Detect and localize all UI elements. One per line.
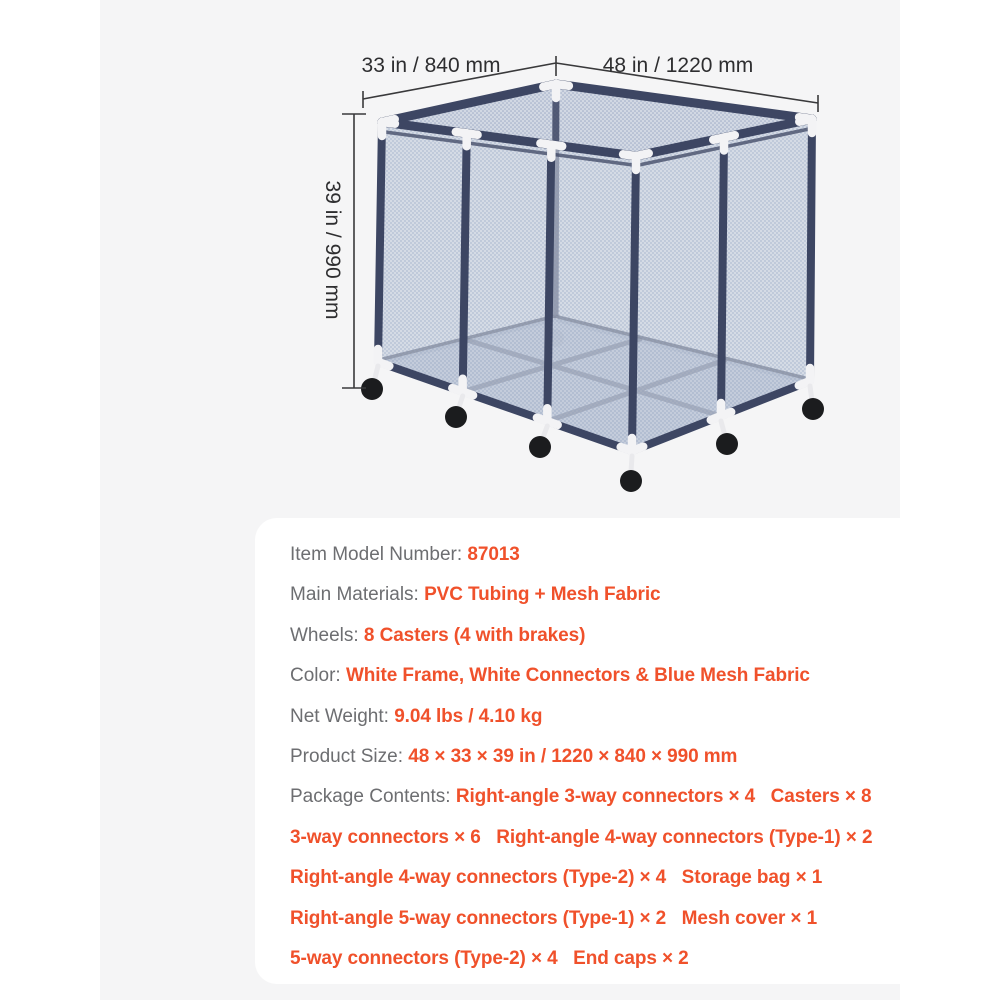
spec-value: 3-way connectors × 6 Right-angle 4-way connectors (Type-1) × 2 [290,826,873,848]
spec-label: Product Size: [290,746,409,768]
spec-value: 8 Casters (4 with brakes) [363,624,586,646]
spec-value: Right-angle 4-way connectors (Type-2) × 4 Storage bag × 1 [290,867,823,889]
spec-label: Main Materials: [290,584,425,606]
spec-row-color [290,656,925,696]
spec-row-package-1 [290,777,925,817]
spec-value: Right-angle 3-way connectors × 4 Casters × 8 [455,786,872,808]
spec-row-size [290,737,925,777]
caster-wheel [529,426,551,458]
caster-wheel [620,456,642,492]
product-illustration [100,0,1000,520]
dim-width-label: 48 in / 1220 mm [602,54,754,77]
spec-row-materials [290,575,925,615]
dim-height-label: 39 in / 990 mm [321,180,344,320]
spec-row-model [290,535,925,575]
spec-row-package-4 [290,899,925,939]
caster-wheel [802,386,824,420]
spec-label: Color: [290,665,346,687]
spec-value: 87013 [467,544,520,565]
spec-row-weight [290,697,925,737]
dim-depth-label: 33 in / 840 mm [361,54,501,77]
spec-label: Package Contents: [290,786,456,808]
spec-value: White Frame, White Connectors & Blue Mesh Fabric [345,665,810,687]
caster-wheel [445,396,467,428]
spec-row-wheels [290,616,925,656]
spec-row-package-3 [290,858,925,898]
spec-value: 9.04 lbs / 4.10 kg [394,705,543,727]
spec-value: Right-angle 5-way connectors (Type-1) × 2 Mesh cover × 1 [290,907,818,929]
spec-label: Item Model Number: [290,544,468,565]
spec-value: PVC Tubing + Mesh Fabric [424,584,661,606]
spec-label: Wheels: [290,624,364,646]
spec-value: 48 × 33 × 39 in / 1220 × 840 × 990 mm [408,746,738,768]
caster-wheel [716,421,738,455]
spec-value: 5-way connectors (Type-2) × 4 End caps × 2 [290,948,689,970]
spec-row-package-2 [290,818,925,858]
spec-card [255,518,945,984]
caster-wheel [361,366,383,400]
mesh-walls-front [378,119,812,451]
content-panel [100,0,900,1000]
spec-row-package-5 [290,939,925,979]
spec-label: Net Weight: [290,705,395,727]
